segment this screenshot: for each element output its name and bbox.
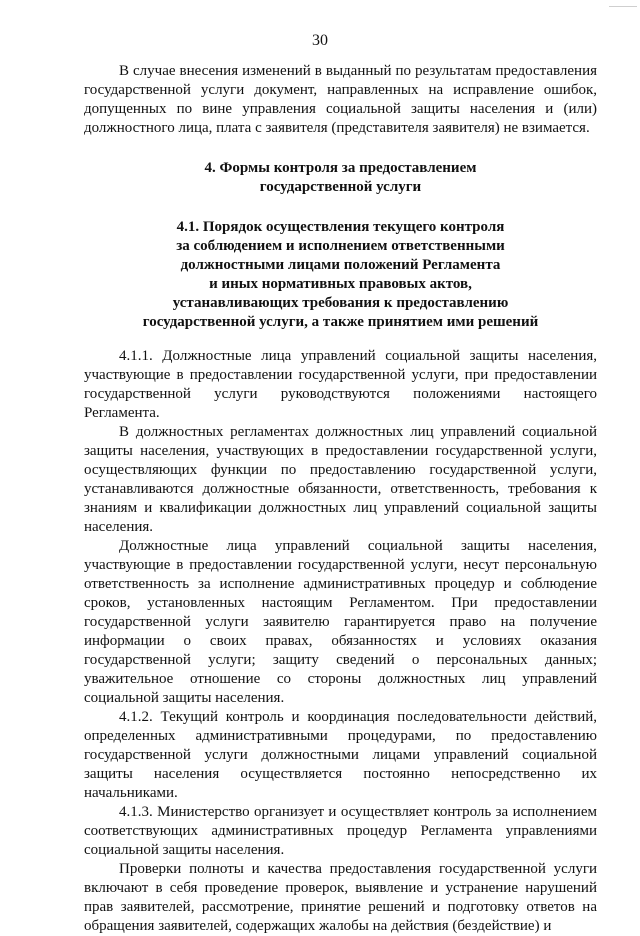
subsection-heading-line: 4.1. Порядок осуществления текущего контроля	[176, 219, 505, 235]
intro-paragraph: В случае внесения изменений в выданный по результатам предоставления государственной услуги документ, направленных на исправление ошибок, допущенных по вине управления социальной защиты населения и (или) должностного лица, плата с заявителя (представителя заявителя) не взимается.	[84, 63, 597, 136]
section-heading-line: государственной услуги	[259, 179, 422, 195]
page-number: 30	[312, 32, 328, 49]
paragraph-4-1-1: 4.1.1. Должностные лица управлений социальной защиты населения, участвующие в предоставлении государственной услуги, при предоставлении государственной услуги руководствуются положениями настоящего Регламента.	[84, 348, 597, 421]
paragraph-4-1-2: 4.1.2. Текущий контроль и координация последовательности действий, определенных административными процедурами, по предоставлению государственной услуги должностными лицами управлений социальной защиты населения осуществляется постоянно непосредственно их начальниками.	[84, 709, 597, 801]
subsection-heading-line: устанавливающих требования к предоставлению	[172, 295, 509, 311]
scan-edge-mark	[609, 6, 637, 7]
subsection-heading-line: и иных нормативных правовых актов,	[209, 276, 472, 292]
subsection-heading-line: государственной услуги, а также принятием ими решений	[142, 314, 539, 330]
paragraph-job-regulations: В должностных регламентах должностных лиц управлений социальной защиты населения, участвующих в предоставлении государственной услуги, осуществляющих функции по предоставлению государственной услуги, устанавливаются должностные обязанности, ответственность, требования к знаниям и квалификации должностных лиц управлений социальной защиты населения.	[84, 424, 597, 535]
section-heading	[84, 159, 597, 197]
paragraph-inspections: Проверки полноты и качества предоставления государственной услуги включают в себя проведение проверок, выявление и устранение нарушений прав заявителей, рассмотрение, принятие решений и подготовку ответов на обращения заявителей, содержащих жалобы на действия (бездействие) и	[84, 861, 597, 934]
subsection-heading	[84, 218, 597, 332]
paragraph-personal-responsibility: Должностные лица управлений социальной защиты населения, участвующие в предоставлении государственной услуги, несут персональную ответственность за исполнение административных процедур и соблюдение сроков, установленных настоящим Регламентом. При предоставлении государственной услуги заявителю гарантируется право на получение информации о своих правах, обязанностях и условиях оказания государственной услуги; защиту сведений о персональных данных; уважительное отношение со стороны должностных лиц управлений социальной защиты населения.	[84, 538, 597, 706]
subsection-heading-line: за соблюдением и исполнением ответственными	[176, 238, 505, 254]
paragraph-4-1-3: 4.1.3. Министерство организует и осуществляет контроль за исполнением соответствующих административных процедур Регламента управлениями социальной защиты населения.	[84, 804, 597, 858]
subsection-heading-line: должностными лицами положений Регламента	[180, 257, 501, 273]
document-body	[84, 62, 597, 936]
section-heading-line: 4. Формы контроля за предоставлением	[204, 160, 477, 176]
